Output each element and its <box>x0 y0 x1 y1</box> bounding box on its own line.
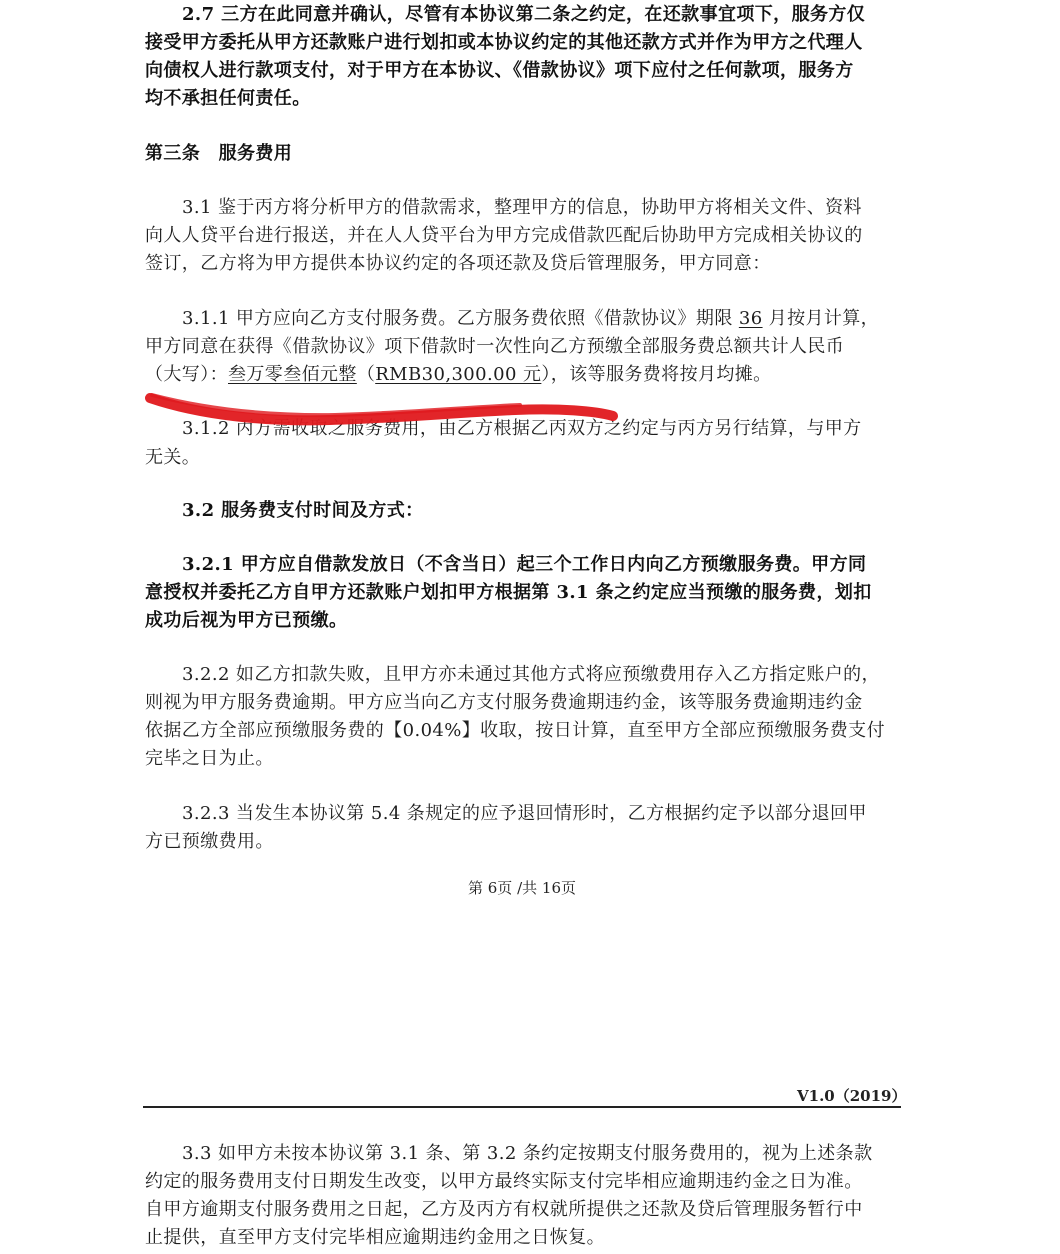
clause-3-1-line-2: 向人人贷平台进行报送，并在人人贷平台为甲方完成借款匹配后协助甲方完成相关协议的 <box>145 225 863 246</box>
clause-3-1-line-3: 签订，乙方将为甲方提供本协议约定的各项还款及贷后管理服务，甲方同意： <box>145 253 771 274</box>
clause-2-7-line-3: 向债权人进行款项支付，对于甲方在本协议、《借款协议》项下应付之任何款项，服务方 <box>145 60 854 81</box>
clause-3-3-line-1: 3.3 如甲方未按本协议第 3.1 条、第 3.2 条约定按期支付服务费用的，视为上述条款 <box>182 1143 873 1164</box>
amount-words-label: （大写）： <box>145 364 228 385</box>
clause-3-2-2-line-4: 完毕之日为止。 <box>145 748 274 769</box>
clause-3-1-line-1: 3.1 鉴于丙方将分析甲方的借款需求，整理甲方的信息，协助甲方将相关文件、资料 <box>182 197 862 218</box>
clause-3-1-1-line-3 <box>145 362 772 388</box>
article-3-heading: 第三条 服务费用 <box>145 143 293 164</box>
clause-3-1-1-prefix: 3.1.1 甲方应向乙方支付服务费。乙方服务费依照《借款协议》期限 <box>182 308 739 329</box>
page-divider <box>143 1106 901 1108</box>
clause-3-3-line-2: 约定的服务费用支付日期发生改变，以甲方最终实际支付完毕相应逾期违约金之日为准。 <box>145 1171 863 1192</box>
clause-3-1-2-line-1: 3.1.2 丙方需收取之服务费用，由乙方根据乙丙双方之约定与丙方另行结算，与甲方 <box>182 418 862 439</box>
clause-3-2-2-line-1: 3.2.2 如乙方扣款失败，且甲方亦未通过其他方式将应预缴费用存入乙方指定账户的， <box>182 664 880 685</box>
page-indicator: 第 6页 /共 16页 <box>468 879 576 897</box>
clause-3-2-3-line-2: 方已预缴费用。 <box>145 831 274 852</box>
amount-in-words: 叁万零叁佰元整 <box>228 364 357 385</box>
clause-3-2-2-line-3: 依据乙方全部应预缴服务费的【0.04%】收取，按日计算，直至甲方全部应预缴服务费支付 <box>145 720 885 741</box>
clause-3-2-3-line-1: 3.2.3 当发生本协议第 5.4 条规定的应予退回情形时，乙方根据约定予以部分退回甲 <box>182 803 867 824</box>
clause-2-7-line-2: 接受甲方委托从甲方还款账户进行划扣或本协议约定的其他还款方式并作为甲方之代理人 <box>145 32 863 53</box>
clause-3-3-line-3: 自甲方逾期支付服务费用之日起，乙方及丙方有权就所提供之还款及贷后管理服务暂行中 <box>145 1199 863 1220</box>
clause-3-2-2-line-2: 则视为甲方服务费逾期。甲方应当向乙方支付服务费逾期违约金，该等服务费逾期违约金 <box>145 692 863 713</box>
amount-in-figures: RMB30,300.00 元 <box>375 364 542 385</box>
clause-3-1-2-line-2: 无关。 <box>145 447 201 468</box>
version-label: V1.0（2019） <box>797 1087 907 1105</box>
clause-3-2-heading: 3.2 服务费支付时间及方式： <box>182 500 424 521</box>
clause-3-2-1-line-2: 意授权并委托乙方自甲方还款账户划扣甲方根据第 3.1 条之约定应当预缴的服务费，划扣 <box>145 582 872 603</box>
amount-open-paren: （ <box>356 364 376 385</box>
clause-3-1-1-suffix: 月按月计算， <box>762 308 880 329</box>
clause-3-1-1-line-1 <box>182 306 879 332</box>
clause-2-7-line-1: 2.7 三方在此同意并确认，尽管有本协议第二条之约定，在还款事宜项下，服务方仅 <box>182 4 866 25</box>
loan-term-months: 36 <box>738 308 763 329</box>
clause-3-1-1-line-2: 甲方同意在获得《借款协议》项下借款时一次性向乙方预缴全部服务费总额共计人民币 <box>145 336 845 357</box>
clause-3-3-line-4: 止提供，直至甲方支付完毕相应逾期违约金用之日恢复。 <box>145 1227 605 1248</box>
clause-3-1-1-line-3-suffix: ），该等服务费将按月均摊。 <box>541 364 772 385</box>
clause-3-2-1-line-1: 3.2.1 甲方应自借款发放日（不含当日）起三个工作日内向乙方预缴服务费。甲方同 <box>182 554 867 575</box>
clause-2-7-line-4: 均不承担任何责任。 <box>145 88 311 109</box>
clause-3-2-1-line-3: 成功后视为甲方已预缴。 <box>145 610 348 631</box>
